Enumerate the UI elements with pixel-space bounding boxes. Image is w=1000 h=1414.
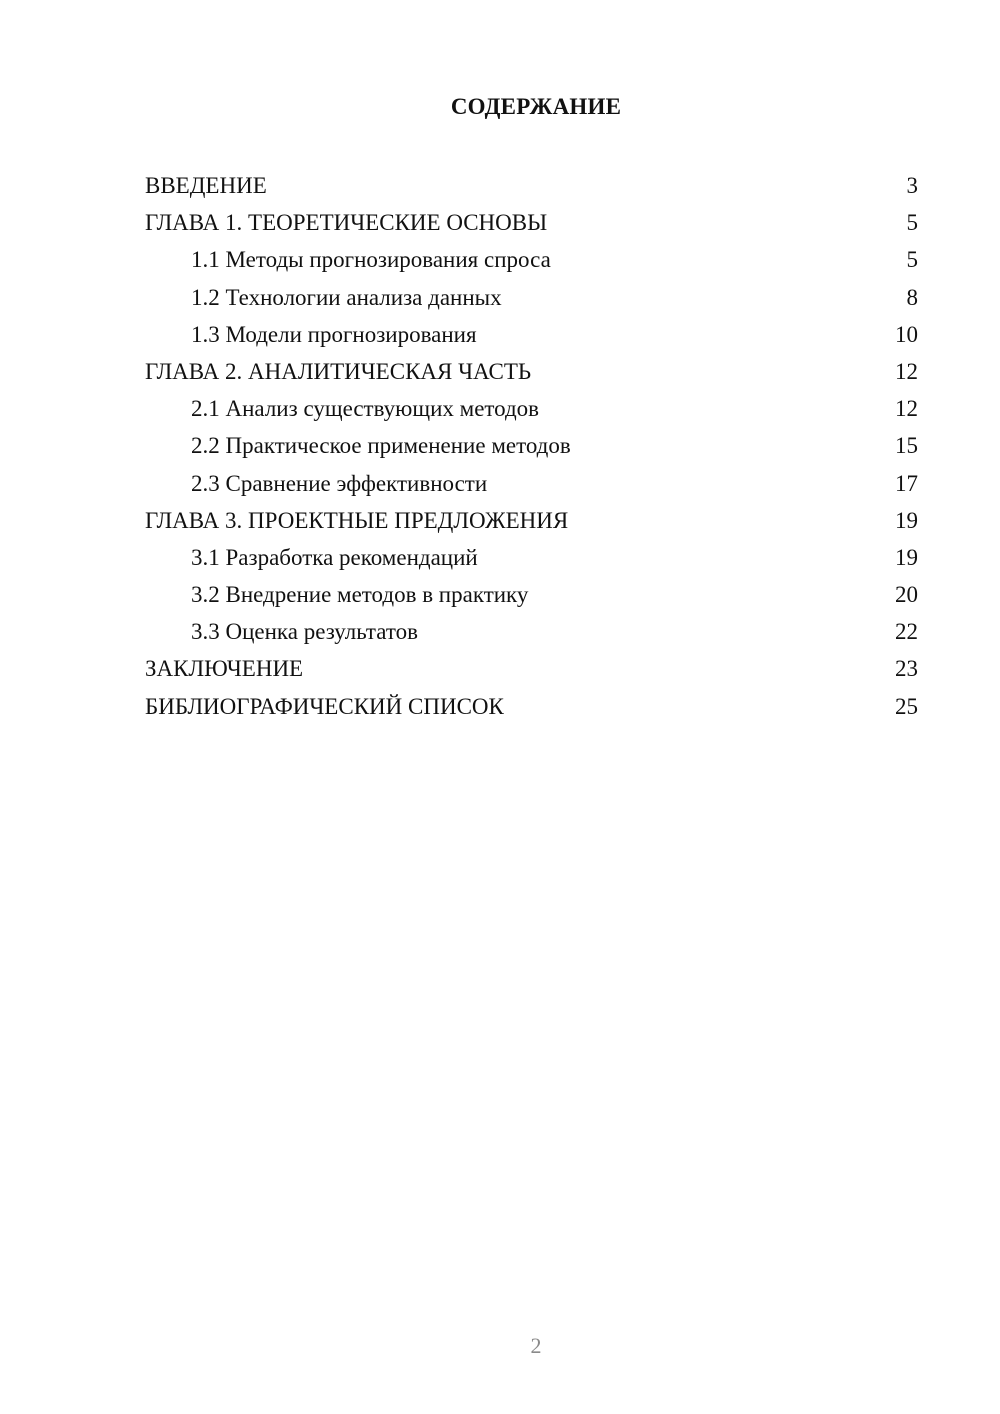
- toc-entry-page: 10: [895, 321, 918, 347]
- toc-entry-label: 1.3 Модели прогнозирования: [191, 321, 477, 347]
- toc-entry-label: ГЛАВА 1. ТЕОРЕТИЧЕСКИЕ ОСНОВЫ: [145, 210, 548, 236]
- toc-entry-page: 15: [895, 433, 918, 459]
- page-title: СОДЕРЖАНИЕ: [450, 94, 622, 119]
- toc-entry-section-3-2[interactable]: [145, 576, 918, 613]
- page-number: 2: [530, 1333, 542, 1358]
- toc-entry-page: 12: [895, 396, 918, 422]
- toc-entry-label: БИБЛИОГРАФИЧЕСКИЙ СПИСОК: [145, 693, 504, 719]
- toc-entry-page: 22: [895, 619, 918, 645]
- table-of-contents: [145, 167, 918, 725]
- toc-entry-section-2-2[interactable]: [145, 427, 918, 464]
- toc-entry-conclusion[interactable]: [145, 650, 918, 687]
- toc-entry-label: 3.2 Внедрение методов в практику: [191, 582, 529, 608]
- toc-entry-label: 1.1 Методы прогнозирования спроса: [191, 247, 551, 273]
- toc-entry-page: 17: [895, 470, 918, 496]
- toc-entry-introduction[interactable]: [145, 167, 918, 204]
- toc-entry-page: 19: [895, 544, 918, 570]
- toc-entry-label: 2.1 Анализ существующих методов: [191, 396, 540, 422]
- toc-entry-label: ГЛАВА 3. ПРОЕКТНЫЕ ПРЕДЛОЖЕНИЯ: [145, 507, 569, 533]
- toc-entry-chapter-1[interactable]: [145, 204, 918, 241]
- toc-entry-section-1-3[interactable]: [145, 316, 918, 353]
- toc-entry-label: 3.3 Оценка результатов: [191, 619, 418, 645]
- toc-entry-chapter-2[interactable]: [145, 353, 918, 390]
- toc-entry-section-2-3[interactable]: [145, 465, 918, 502]
- toc-entry-chapter-3[interactable]: [145, 502, 918, 539]
- toc-entry-label: ЗАКЛЮЧЕНИЕ: [145, 656, 304, 682]
- toc-entry-section-1-2[interactable]: [145, 279, 918, 316]
- toc-entry-label: ГЛАВА 2. АНАЛИТИЧЕСКАЯ ЧАСТЬ: [145, 358, 532, 384]
- toc-entry-page: 5: [906, 247, 918, 273]
- toc-entry-section-2-1[interactable]: [145, 390, 918, 427]
- toc-entry-label: ВВЕДЕНИЕ: [145, 173, 267, 198]
- toc-entry-section-1-1[interactable]: [145, 241, 918, 278]
- toc-entry-section-3-3[interactable]: [145, 613, 918, 650]
- toc-entry-label: 2.3 Сравнение эффективности: [191, 470, 488, 496]
- toc-entry-page: 5: [906, 210, 918, 236]
- toc-entry-page: 20: [895, 582, 918, 608]
- toc-entry-label: 2.2 Практическое применение методов: [191, 433, 571, 459]
- toc-entry-page: 19: [895, 507, 918, 533]
- toc-entry-label: 1.2 Технологии анализа данных: [191, 284, 502, 310]
- toc-entry-page: 12: [895, 358, 918, 384]
- toc-entry-label: 3.1 Разработка рекомендаций: [191, 544, 478, 570]
- toc-entry-page: 8: [906, 284, 918, 310]
- toc-entry-bibliography[interactable]: [145, 688, 918, 725]
- toc-entry-page: 25: [895, 693, 918, 719]
- toc-entry-section-3-1[interactable]: [145, 539, 918, 576]
- toc-entry-page: 3: [906, 173, 918, 198]
- toc-entry-page: 23: [895, 656, 918, 682]
